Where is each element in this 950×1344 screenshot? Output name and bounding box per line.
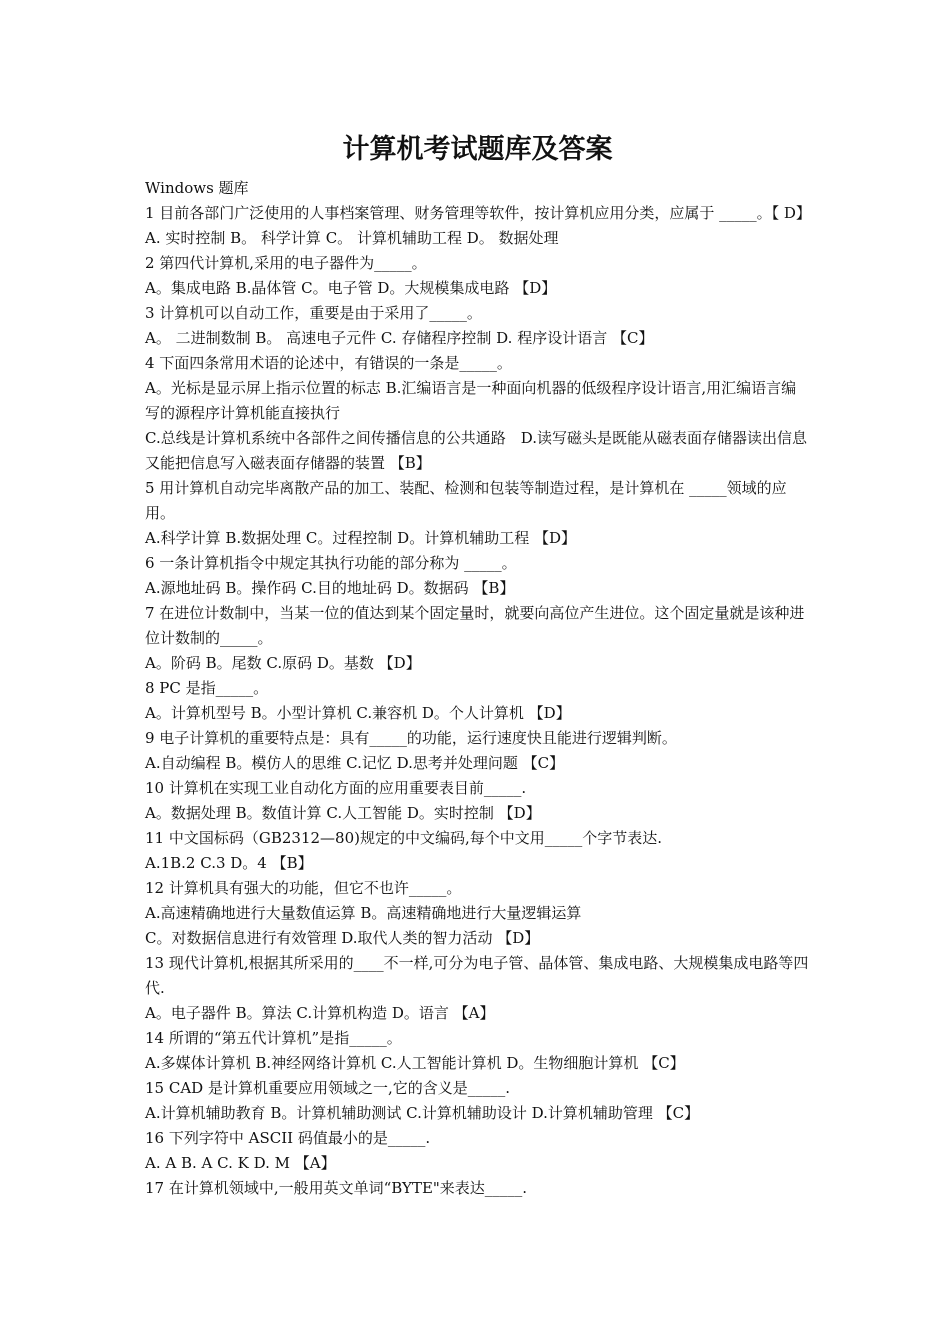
answer-options: A. A B. A C. K D. M 【A】 xyxy=(145,1154,336,1172)
answer-options: A. 实时控制 B。 科学计算 C。 计算机辅助工程 D。 数据处理 xyxy=(145,229,559,247)
question-text: 16 下列字符中 ASCII 码值最小的是_____. xyxy=(145,1129,431,1147)
answer-options: A.1B.2 C.3 D。4 【B】 xyxy=(145,854,313,872)
answer-options: C.总线是计算机系统中各部件之间传播信息的公共通路 D.读写磁头是既能从磁表面存储器读出信息又能把信息写入磁表面存储器的装置 【B】 xyxy=(145,429,807,472)
answer-options: A。集成电路 B.晶体管 C。电子管 D。大规模集成电路 【D】 xyxy=(145,279,557,297)
question-text: 1 目前各部门广泛使用的人事档案管理、财务管理等软件，按计算机应用分类，应属于 _____。【 D】 xyxy=(145,204,811,222)
answer-options: A.计算机辅助教育 B。计算机辅助测试 C.计算机辅助设计 D.计算机辅助管理 【C】 xyxy=(145,1104,700,1122)
document-page xyxy=(145,128,810,1201)
question-text: 12 计算机具有强大的功能，但它不也许_____。 xyxy=(145,879,462,897)
answer-options: A.多媒体计算机 B.神经网络计算机 C.人工智能计算机 D。生物细胞计算机 【C】 xyxy=(145,1054,685,1072)
answer-options: A。电子器件 B。算法 C.计算机构造 D。语言 【A】 xyxy=(145,1004,495,1022)
question-text: 5 用计算机自动完毕离散产品的加工、装配、检测和包装等制造过程，是计算机在 _____领域的应用。 xyxy=(145,479,787,522)
question-text: 13 现代计算机,根据其所采用的____不一样,可分为电子管、晶体管、集成电路、大规模集成电路等四代. xyxy=(145,954,809,997)
question-text: 3 计算机可以自动工作，重要是由于采用了_____。 xyxy=(145,304,482,322)
answer-options: A.源地址码 B。操作码 C.目的地址码 D。数据码 【B】 xyxy=(145,579,515,597)
question-text: 2 第四代计算机,采用的电子器件为_____。 xyxy=(145,254,427,272)
question-text: 9 电子计算机的重要特点是：具有_____的功能，运行速度快且能进行逻辑判断。 xyxy=(145,729,677,747)
question-text: 7 在进位计数制中，当某一位的值达到某个固定量时，就要向高位产生进位。这个固定量就是该种进位计数制的_____。 xyxy=(145,604,805,647)
answer-options: A。阶码 B。尾数 C.原码 D。基数 【D】 xyxy=(145,654,421,672)
answer-options: A。 二进制数制 B。 高速电子元件 C. 存储程序控制 D. 程序设计语言 【C】 xyxy=(145,329,654,347)
question-text: 8 PC 是指_____。 xyxy=(145,679,269,697)
answer-options: A.自动编程 B。模仿人的思维 C.记忆 D.思考并处理问题 【C】 xyxy=(145,754,565,772)
section-heading: Windows 题库 xyxy=(145,179,249,197)
page-title: 计算机考试题库及答案 xyxy=(342,134,613,165)
question-text: 17 在计算机领域中,一般用英文单词“BYTE"来表达_____. xyxy=(145,1179,528,1197)
question-text: 14 所谓的“第五代计算机”是指_____。 xyxy=(145,1029,402,1047)
answer-options: A。光标是显示屏上指示位置的标志 B.汇编语言是一种面向机器的低级程序设计语言,用汇编语言编写的源程序计算机能直接执行 xyxy=(145,379,797,422)
question-text: 11 中文国标码（GB2312—80)规定的中文编码,每个中文用_____个字节表达. xyxy=(145,829,663,847)
answer-options: A。计算机型号 B。小型计算机 C.兼容机 D。个人计算机 【D】 xyxy=(145,704,571,722)
answer-options: A.科学计算 B.数据处理 C。过程控制 D。计算机辅助工程 【D】 xyxy=(145,529,576,547)
question-text: 10 计算机在实现工业自动化方面的应用重要表目前_____. xyxy=(145,779,527,797)
question-list xyxy=(145,176,810,1201)
question-text: 6 一条计算机指令中规定其执行功能的部分称为 _____。 xyxy=(145,554,517,572)
answer-options: A。数据处理 B。数值计算 C.人工智能 D。实时控制 【D】 xyxy=(145,804,541,822)
answer-options: C。对数据信息进行有效管理 D.取代人类的智力活动 【D】 xyxy=(145,929,540,947)
answer-options: A.高速精确地进行大量数值运算 B。高速精确地进行大量逻辑运算 xyxy=(145,904,582,922)
question-text: 15 CAD 是计算机重要应用领域之一,它的含义是_____. xyxy=(145,1079,510,1097)
question-text: 4 下面四条常用术语的论述中，有错误的一条是_____。 xyxy=(145,354,512,372)
